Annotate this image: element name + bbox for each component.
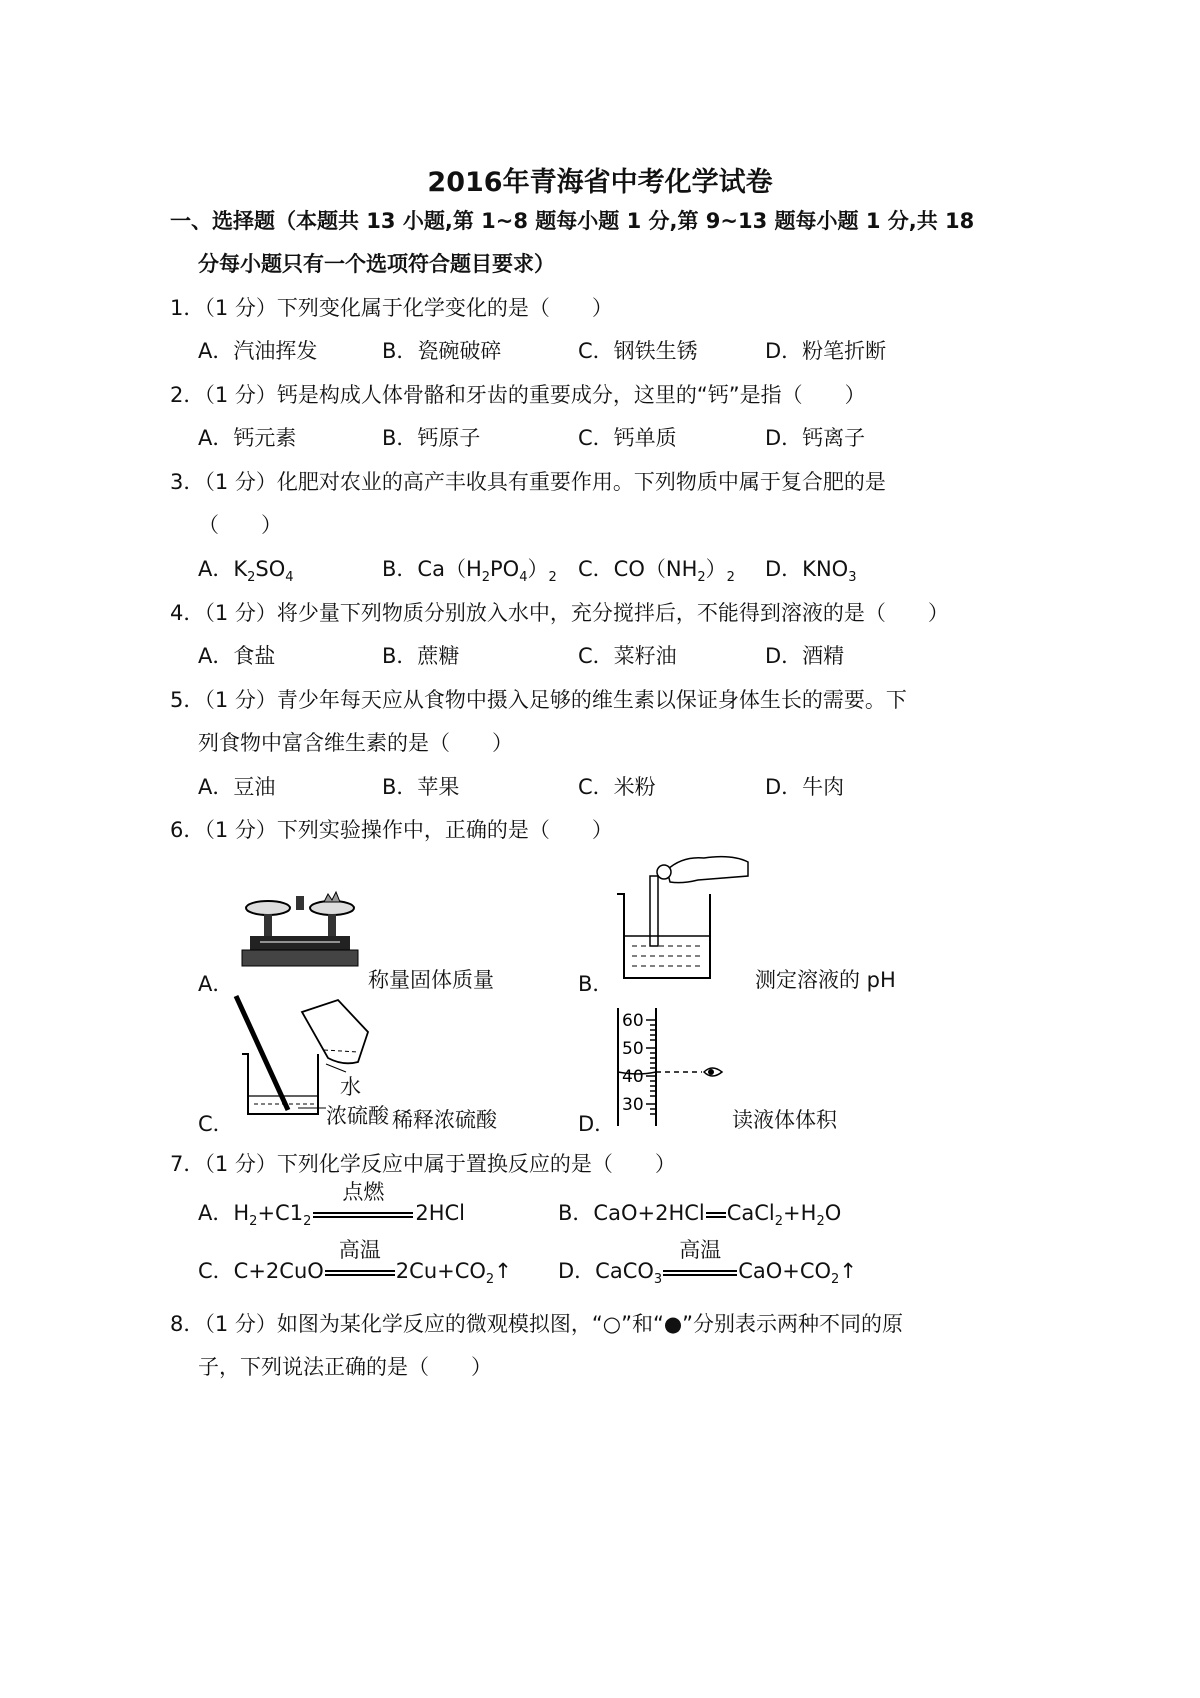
q4-option-c: C．菜籽油: [578, 644, 677, 668]
q5-option-d: D．牛肉: [765, 775, 845, 799]
graduated-cylinder-figure: [612, 1000, 732, 1130]
q1-option-b: B．瓷碗破碎: [382, 339, 502, 363]
q3-option-d: D．$KNO_3$: [765, 557, 857, 586]
section-heading-line2: 分每小题只有一个选项符合题目要求）: [198, 252, 555, 276]
question-6-stem: 6．（1 分）下列实验操作中，正确的是（ ）: [170, 818, 613, 842]
q4-option-b: B．蔗糖: [382, 644, 460, 668]
page-title: 2016年青海省中考化学试卷: [427, 167, 773, 198]
q5-option-b: B．苹果: [382, 775, 460, 799]
q3-option-a: A．$K_2SO_4$: [198, 557, 294, 586]
question-1-stem: 1．（1 分）下列变化属于化学变化的是（ ）: [170, 296, 613, 320]
q5-option-a: A．豆油: [198, 775, 276, 799]
q4-option-a: A．食盐: [198, 644, 276, 668]
question-5-stem-cont: 列食物中富含维生素的是（ ）: [198, 731, 513, 755]
q1-option-d: D．粉笔折断: [765, 339, 887, 363]
section-heading-line1: 一、选择题（本题共 13 小题,第 1~8 题每小题 1 分,第 9~13 题每小题 1 分,共 18: [170, 209, 975, 233]
q4-option-d: D．酒精: [765, 644, 845, 668]
q7-option-d: D．CaCO$_3$ 高温 $CaO+CO_2↑$: [558, 1238, 857, 1288]
q6-c-acid-label: 浓硫酸: [326, 1104, 389, 1128]
q6-option-c-letter: C．: [198, 1112, 234, 1136]
q7-d-reaction-condition: 高温: [662, 1262, 738, 1282]
q7-option-a: A．$H_2+C1_2$ 点燃 2HCl: [198, 1180, 466, 1230]
q1-option-c: C．钢铁生锈: [578, 339, 698, 363]
balance-scale-figure: [240, 878, 360, 978]
q7-c-reaction-condition: 高温: [324, 1262, 396, 1282]
question-5-stem: 5．（1 分）青少年每天应从食物中摄入足够的维生素以保证身体生长的需要。下: [170, 688, 907, 712]
q2-option-a: A．钙元素: [198, 426, 297, 450]
question-8-stem: 8．（1 分）如图为某化学反应的微观模拟图，“○”和“●”分别表示两种不同的原: [170, 1312, 904, 1336]
q6-option-c-text: 稀释浓硫酸: [392, 1108, 497, 1132]
q6-option-d-letter: D．: [578, 1112, 616, 1136]
q2-option-c: C．钙单质: [578, 426, 677, 450]
q7-option-c: C．C+2CuO 高温 $2Cu+CO_2↑$: [198, 1238, 512, 1288]
q3-option-b: B．$Ca(H_2PO_4)_2$: [382, 557, 557, 586]
cylinder-tick-30: 30: [622, 1095, 644, 1115]
q6-option-a-text: 称量固体质量: [368, 968, 494, 992]
cylinder-tick-60: 60: [622, 1011, 644, 1031]
q2-option-d: D．钙离子: [765, 426, 866, 450]
q6-option-b-text: 测定溶液的 pH: [755, 968, 896, 992]
q6-c-water-label: 水: [340, 1075, 361, 1099]
question-3-stem: 3．（1 分）化肥对农业的高产丰收具有重要作用。下列物质中属于复合肥的是: [170, 470, 886, 494]
ph-test-figure: [612, 850, 752, 985]
question-2-stem: 2．（1 分）钙是构成人体骨骼和牙齿的重要成分，这里的“钙”是指（ ）: [170, 383, 866, 407]
q6-option-a-letter: A．: [198, 972, 234, 996]
question-8-stem-cont: 子，下列说法正确的是（ ）: [198, 1355, 492, 1379]
q1-option-a: A．汽油挥发: [198, 339, 318, 363]
q7-option-b: B．CaO+2HCl $CaCl_2+H_2O$: [558, 1201, 842, 1230]
q2-option-b: B．钙原子: [382, 426, 481, 450]
cylinder-tick-50: 50: [622, 1039, 644, 1059]
q7-b-equals-sign: [705, 1204, 727, 1224]
question-3-stem-cont: （ ）: [198, 513, 282, 537]
q6-option-d-text: 读液体体积: [732, 1108, 837, 1132]
q7-a-reaction-condition: 点燃: [311, 1204, 415, 1224]
question-4-stem: 4．（1 分）将少量下列物质分别放入水中，充分搅拌后，不能得到溶液的是（ ）: [170, 601, 949, 625]
q6-option-b-letter: B．: [578, 972, 614, 996]
q3-option-c: C．$CO(NH_2)_2$: [578, 557, 735, 586]
cylinder-tick-40: 40: [622, 1067, 644, 1087]
q5-option-c: C．米粉: [578, 775, 656, 799]
question-7-stem: 7．（1 分）下列化学反应中属于置换反应的是（ ）: [170, 1152, 676, 1176]
